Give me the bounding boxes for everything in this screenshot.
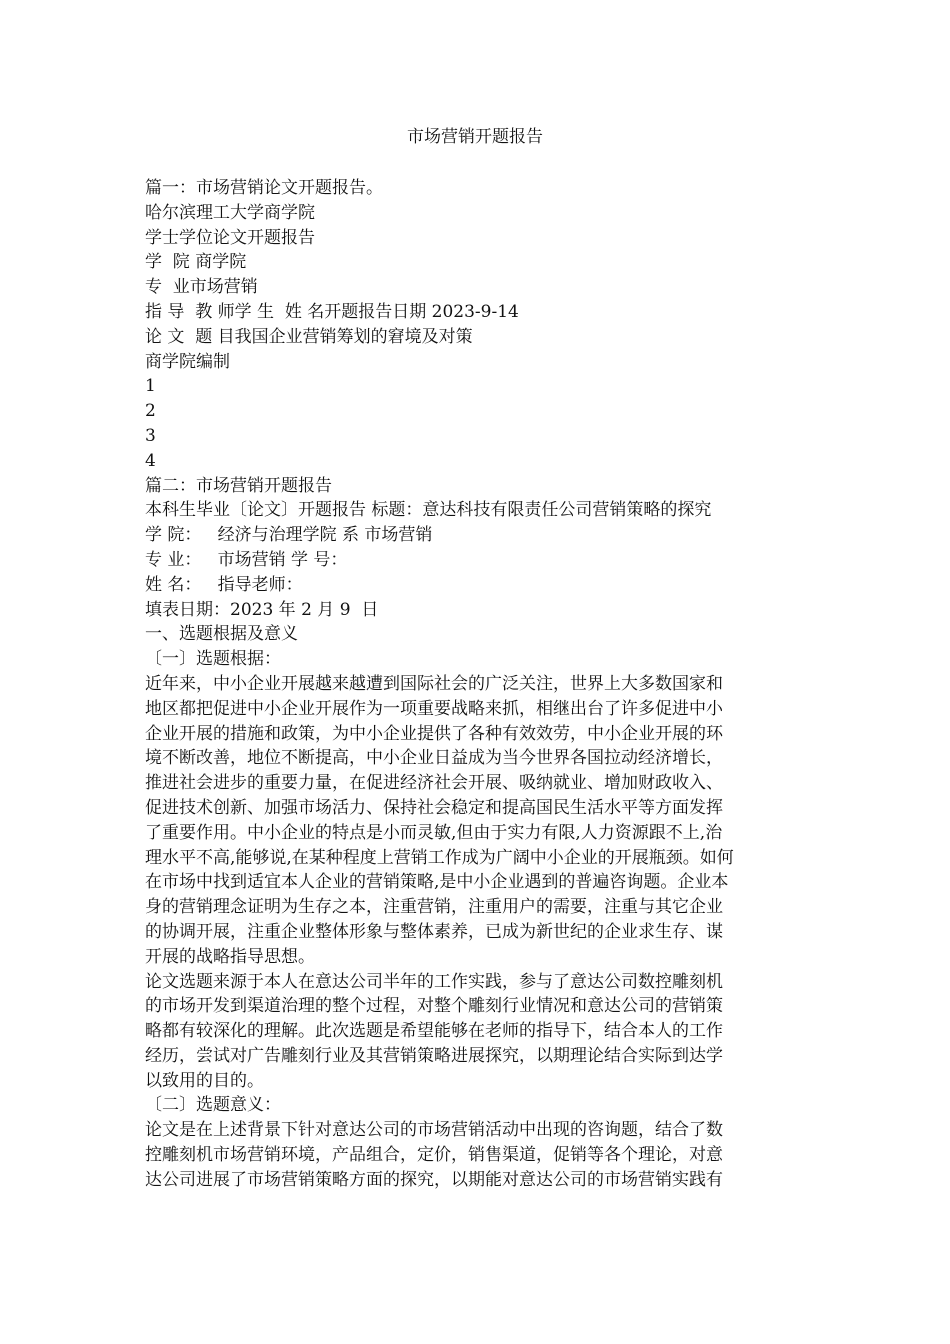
document-line: 1 xyxy=(145,376,156,397)
document-line: 地区都把促进中小企业开展作为一项重要战略来抓，相继出台了许多促进中小 xyxy=(145,698,723,719)
document-line: 近年来，中小企业开展越来越遭到国际社会的广泛关注，世界上大多数国家和 xyxy=(145,673,723,694)
document-line: 的市场开发到渠道治理的整个过程，对整个雕刻行业情况和意达公司的营销策 xyxy=(145,996,723,1017)
document-line: 哈尔滨理工大学商学院 xyxy=(145,202,315,223)
document-line: 4 xyxy=(145,450,156,471)
document-line: 商学院编制 xyxy=(145,351,230,372)
document-line: 境不断改善，地位不断提高，中小企业日益成为当今世界各国拉动经济增长， xyxy=(145,748,723,769)
document-line: 论文是在上述背景下针对意达公司的市场营销活动中出现的咨询题，结合了数 xyxy=(145,1120,723,1141)
document-line: 在市场中找到适宜本人企业的营销策略,是中小企业遇到的普遍咨询题。企业本 xyxy=(145,872,729,893)
document-line: 指 导 教 师学 生 姓 名开题报告日期 2023-9-14 xyxy=(145,301,519,322)
document-line: 控雕刻机市场营销环境，产品组合，定价，销售渠道，促销等各个理论，对意 xyxy=(145,1145,723,1166)
document-line: 推进社会进步的重要力量，在促进经济社会开展、吸纳就业、增加财政收入、 xyxy=(145,773,723,794)
document-line: 学士学位论文开题报告 xyxy=(145,227,315,248)
document-line: 填表日期：2023 年 2 月 9 日 xyxy=(145,599,379,620)
document-line: 开展的战略指导思想。 xyxy=(145,946,315,967)
document-line: 专 业： 市场营销 学 号： xyxy=(145,549,348,570)
document-line: 学 院： 经济与治理学院 系 市场营销 xyxy=(145,525,433,546)
document-line: 〔二〕选题意义： xyxy=(145,1095,281,1116)
document-line: 2 xyxy=(145,401,156,422)
document-line: 企业开展的措施和政策，为中小企业提供了各种有效效劳，中小企业开展的环 xyxy=(145,723,723,744)
document-line: 论 文 题 目我国企业营销筹划的窘境及对策 xyxy=(145,326,473,347)
document-line: 本科生毕业〔论文〕开题报告 标题：意达科技有限责任公司营销策略的探究 xyxy=(145,500,712,521)
document-line: 一、选题根据及意义 xyxy=(145,624,298,645)
document-line: 以致用的目的。 xyxy=(145,1070,264,1091)
document-line: 姓 名： 指导老师： xyxy=(145,574,303,595)
document-body xyxy=(145,176,810,1193)
document-line: 经历，尝试对广告雕刻行业及其营销策略进展探究，以期理论结合实际到达学 xyxy=(145,1045,723,1066)
document-line: 略都有较深化的理解。此次选题是希望能够在老师的指导下，结合本人的工作 xyxy=(145,1021,723,1042)
document-line: 的协调开展，注重企业整体形象与整体素养，已成为新世纪的企业求生存、谋 xyxy=(145,921,723,942)
document-line: 篇二：市场营销开题报告 xyxy=(145,475,332,496)
document-line: 〔一〕选题根据： xyxy=(145,649,281,670)
document-title: 市场营销开题报告 xyxy=(407,127,543,147)
document-line: 了重要作用。中小企业的特点是小而灵敏,但由于实力有限,人力资源跟不上,治 xyxy=(145,822,723,843)
document-line: 身的营销理念证明为生存之本，注重营销，注重用户的需要，注重与其它企业 xyxy=(145,897,723,918)
document-line: 论文选题来源于本人在意达公司半年的工作实践，参与了意达公司数控雕刻机 xyxy=(145,971,723,992)
document-line: 3 xyxy=(145,425,156,446)
document-line: 理水平不高,能够说,在某种程度上营销工作成为广阔中小企业的开展瓶颈。如何 xyxy=(145,847,734,868)
document-line: 促进技术创新、加强市场活力、保持社会稳定和提高国民生活水平等方面发挥 xyxy=(145,797,723,818)
document-line: 达公司进展了市场营销策略方面的探究，以期能对意达公司的市场营销实践有 xyxy=(145,1169,723,1190)
document-line: 篇一：市场营销论文开题报告。 xyxy=(145,178,383,198)
document-line: 学 院 商学院 xyxy=(145,252,247,273)
document-line: 专 业市场营销 xyxy=(145,277,258,298)
